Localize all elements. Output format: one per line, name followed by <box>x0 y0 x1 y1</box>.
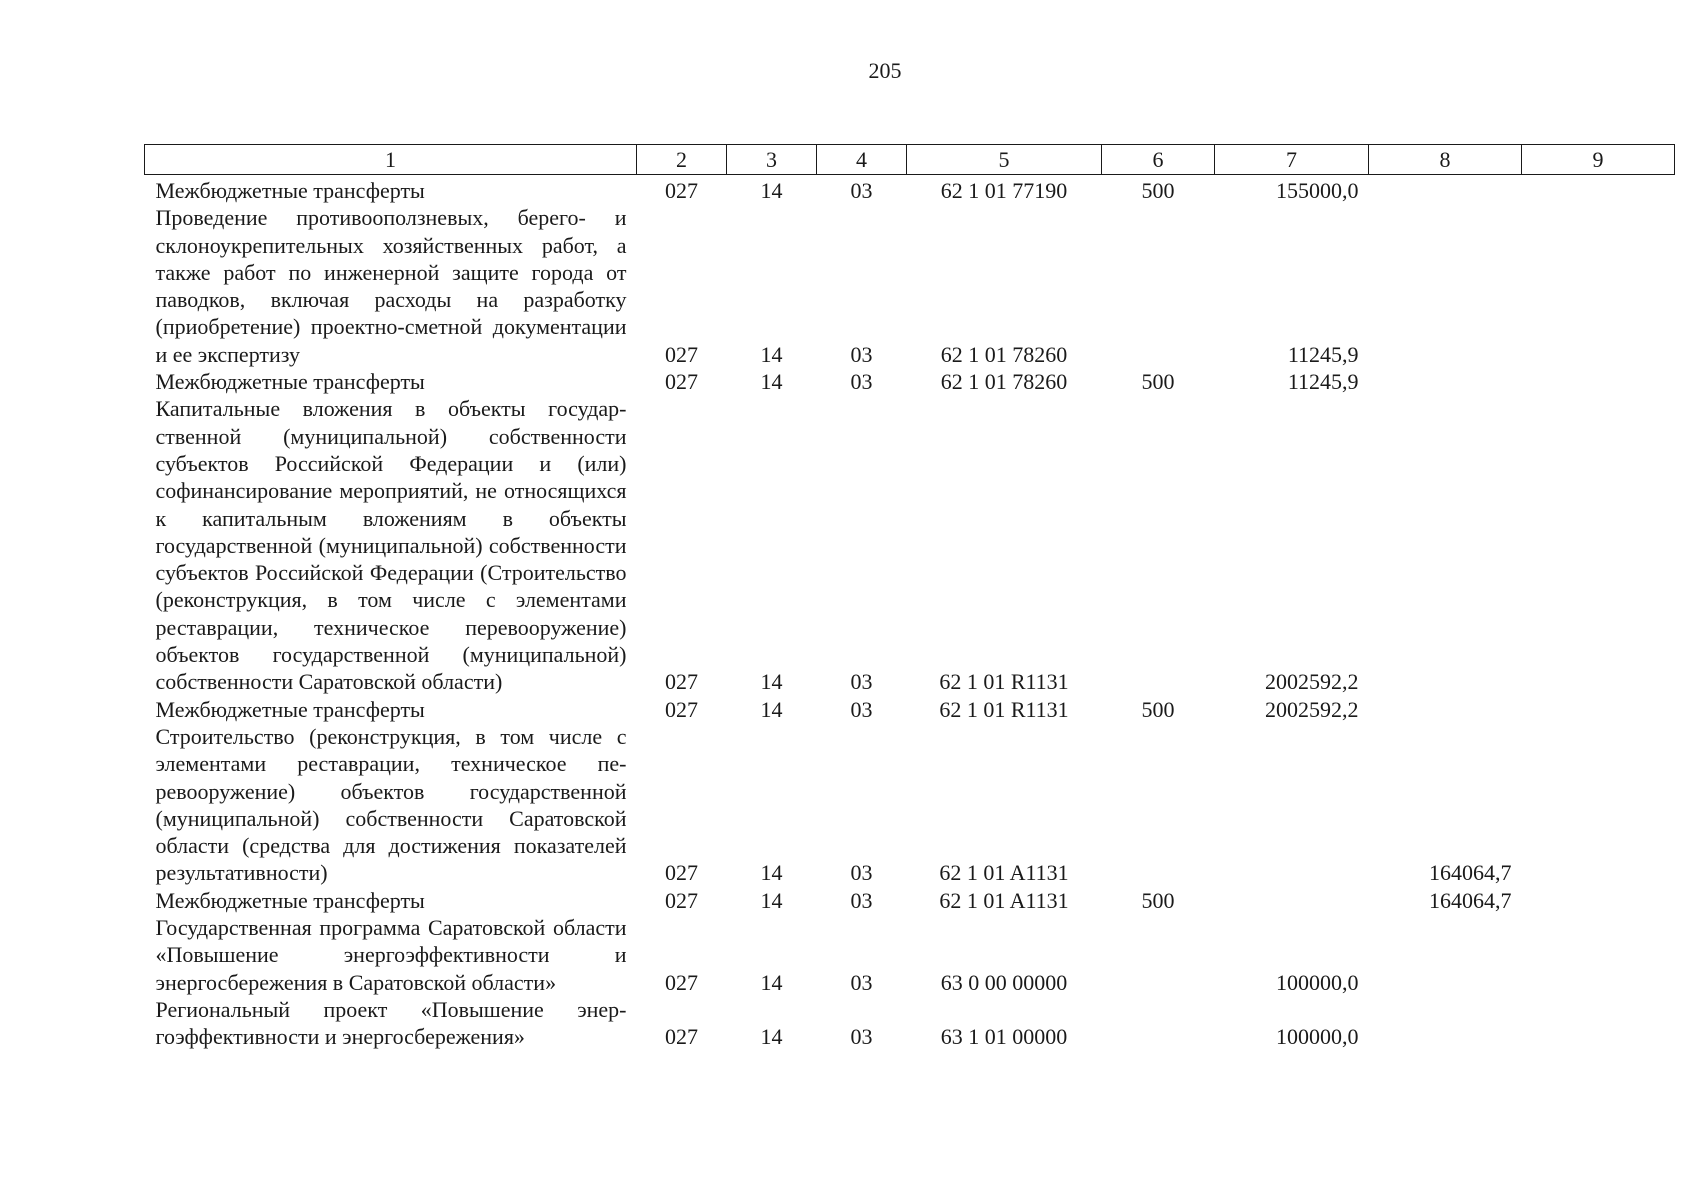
expense-type-code: 500 <box>1141 887 1175 913</box>
subsection-code: 03 <box>850 1024 873 1050</box>
subsection-code: 03 <box>850 341 873 367</box>
amount-col8 <box>1369 395 1522 695</box>
amount-col7 <box>1215 723 1369 887</box>
row-name: Межбюджетные трансферты <box>155 696 425 722</box>
expense-type-code: 500 <box>1141 369 1175 395</box>
ministry-code: 027 <box>665 887 698 913</box>
row-name: Межбюджетные трансферты <box>155 887 425 913</box>
column-header: 8 <box>1369 145 1522 175</box>
subsection-code: 03 <box>850 969 873 995</box>
row-name: Государственная программа Саратовской области «Повышение энергоэффективности и энергосбережения в Саратовской области» <box>155 915 627 995</box>
expense-type-code <box>1102 204 1215 368</box>
table-row <box>145 696 1675 723</box>
target-article-code: 62 1 01 R1131 <box>939 696 1069 722</box>
ministry-code: 027 <box>665 341 698 367</box>
column-header: 4 <box>817 145 907 175</box>
subsection-code: 03 <box>850 178 873 203</box>
amount-col7: 11245,9 <box>1287 369 1359 395</box>
amount-col8 <box>1369 204 1522 368</box>
table-row <box>145 368 1675 395</box>
amount-col9 <box>1522 914 1675 996</box>
target-article-code: 63 1 01 00000 <box>940 1024 1068 1050</box>
section-code: 14 <box>760 696 783 722</box>
subsection-code: 03 <box>850 369 873 395</box>
amount-col8 <box>1369 914 1522 996</box>
table-row <box>145 996 1675 1051</box>
target-article-code: 62 1 01 A1131 <box>939 887 1069 913</box>
target-article-code: 62 1 01 R1131 <box>939 669 1069 695</box>
column-header: 1 <box>145 145 637 175</box>
amount-col7: 100000,0 <box>1276 1024 1359 1050</box>
section-code: 14 <box>760 178 783 203</box>
ministry-code: 027 <box>665 369 698 395</box>
amount-col9 <box>1522 368 1675 395</box>
amount-col9 <box>1522 887 1675 914</box>
row-name: Капитальные вложения в объекты государственной (муниципальной) собственности субъектов Российской Федерации и (или) софинансирование мероприятий, не относящихся к капитальным вложениям в объекты государственной (муниципальной) собственности субъектов Российской Федерации (Строительство (реконструкция, в том числе с элементами реставрации, техническое перевооружение) объектов государственной (муниципальной) собственности Саратовской области) <box>155 396 627 695</box>
amount-col8 <box>1369 696 1522 723</box>
table-row <box>145 175 1675 205</box>
row-name: Проведение противооползневых, берего- и склоноукрепительных хозяйственных работ, а также работ по инженерной защите города от паводков, включая расходы на разработку (приобретение) проектно-сметной документации и ее экспертизу <box>155 205 627 367</box>
section-code: 14 <box>760 369 783 395</box>
expense-type-code <box>1102 914 1215 996</box>
row-name: Региональный проект «Повышение энергоэффективности и энергосбережения» <box>155 996 627 1050</box>
subsection-code: 03 <box>850 669 873 695</box>
table-row <box>145 914 1675 996</box>
amount-col9 <box>1522 723 1675 887</box>
table-row <box>145 204 1675 368</box>
table-header-row <box>145 145 1675 175</box>
amount-col8: 164064,7 <box>1429 860 1512 886</box>
ministry-code: 027 <box>665 178 698 203</box>
expense-type-code: 500 <box>1141 178 1175 203</box>
amount-col9 <box>1522 996 1675 1051</box>
amount-col8: 164064,7 <box>1429 887 1512 913</box>
amount-col7: 155000,0 <box>1276 178 1359 203</box>
target-article-code: 62 1 01 A1131 <box>939 860 1069 886</box>
ministry-code: 027 <box>665 969 698 995</box>
column-header: 5 <box>907 145 1102 175</box>
amount-col7: 2002592,2 <box>1265 696 1359 722</box>
subsection-code: 03 <box>850 860 873 886</box>
budget-table <box>144 144 1675 1051</box>
page-number: 205 <box>868 58 902 83</box>
ministry-code: 027 <box>665 696 698 722</box>
section-code: 14 <box>760 969 783 995</box>
table-row <box>145 723 1675 887</box>
amount-col8 <box>1369 368 1522 395</box>
expense-type-code <box>1102 996 1215 1051</box>
amount-col7: 11245,9 <box>1287 341 1359 367</box>
subsection-code: 03 <box>850 696 873 722</box>
section-code: 14 <box>760 860 783 886</box>
column-header: 2 <box>637 145 727 175</box>
row-name: Межбюджетные трансферты <box>155 178 425 203</box>
row-name: Межбюджетные трансферты <box>155 369 425 395</box>
column-header: 3 <box>727 145 817 175</box>
amount-col8 <box>1369 996 1522 1051</box>
target-article-code: 62 1 01 77190 <box>940 178 1068 203</box>
section-code: 14 <box>760 887 783 913</box>
target-article-code: 62 1 01 78260 <box>940 369 1068 395</box>
ministry-code: 027 <box>665 860 698 886</box>
ministry-code: 027 <box>665 669 698 695</box>
expense-type-code: 500 <box>1141 696 1175 722</box>
column-header: 6 <box>1102 145 1215 175</box>
row-name: Строительство (реконструкция, в том числе с элементами реставрации, техническое перевооружение) объектов государственной (муниципальной) собственности Саратовской области (средства для достижения показателей результативности) <box>155 723 627 886</box>
table-row <box>145 395 1675 695</box>
amount-col9 <box>1522 696 1675 723</box>
section-code: 14 <box>760 341 783 367</box>
amount-col9 <box>1522 395 1675 695</box>
target-article-code: 63 0 00 00000 <box>940 969 1068 995</box>
amount-col7: 100000,0 <box>1276 969 1359 995</box>
section-code: 14 <box>760 669 783 695</box>
section-code: 14 <box>760 1024 783 1050</box>
amount-col9 <box>1522 204 1675 368</box>
target-article-code: 62 1 01 78260 <box>940 341 1068 367</box>
column-header: 7 <box>1215 145 1369 175</box>
amount-col7 <box>1215 887 1369 914</box>
amount-col9 <box>1522 175 1675 205</box>
column-header: 9 <box>1522 145 1675 175</box>
expense-type-code <box>1102 723 1215 887</box>
ministry-code: 027 <box>665 1024 698 1050</box>
amount-col7: 2002592,2 <box>1265 669 1359 695</box>
table-row <box>145 887 1675 914</box>
expense-type-code <box>1102 395 1215 695</box>
amount-col8 <box>1369 175 1522 205</box>
subsection-code: 03 <box>850 887 873 913</box>
